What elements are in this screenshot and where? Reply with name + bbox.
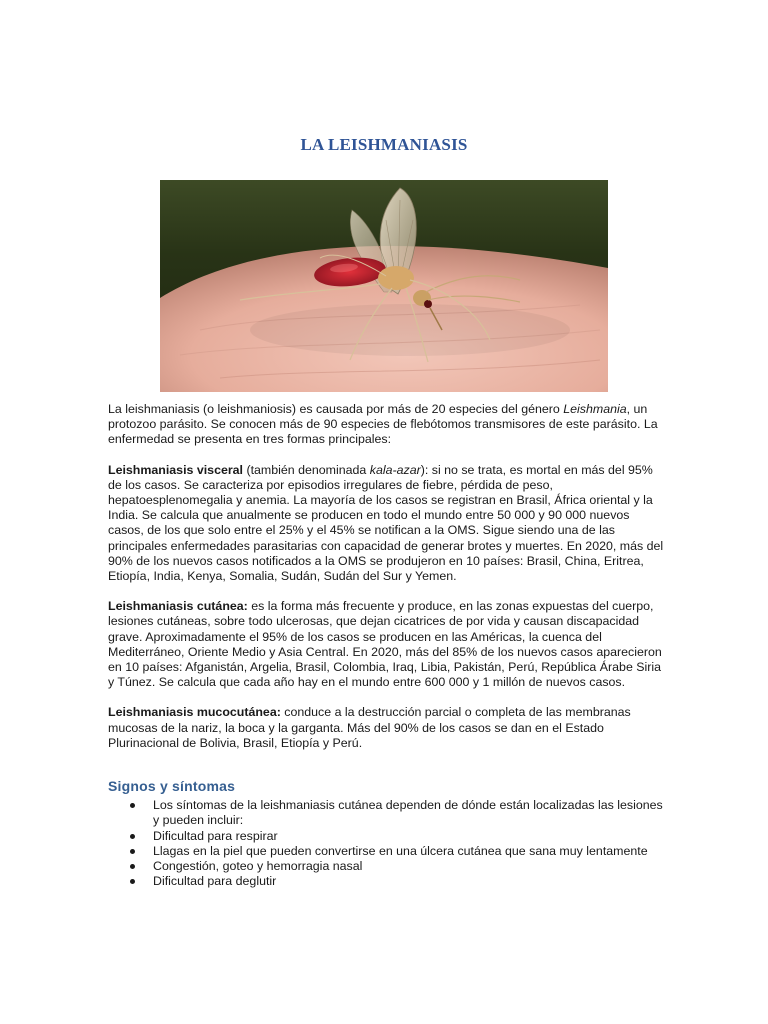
bullet-icon (130, 849, 135, 854)
mucocutanea-term: Leishmaniasis mucocutánea: (108, 705, 281, 720)
list-item: Los síntomas de la leishmaniasis cutánea dependen de dónde están localizadas las lesiones y pueden incluir: (108, 798, 668, 828)
list-item: Dificultad para respirar (108, 829, 668, 844)
cutanea-term: Leishmaniasis cutánea: (108, 599, 248, 614)
signos-heading: Signos y síntomas (108, 778, 236, 795)
list-item: Dificultad para deglutir (108, 874, 668, 889)
sand-fly-photo (160, 180, 608, 392)
page-title: LA LEISHMANIASIS (300, 135, 468, 155)
bullet-icon (130, 803, 135, 808)
symptom-list (108, 798, 668, 889)
intro-paragraph: La leishmaniasis (o leishmaniosis) es causada por más de 20 especies del género Leishmania, un protozoo parásito. Se conocen más de 90 especies de flebótomos transmisores de este parásito. La enfermedad se presenta en tres formas principales: (108, 402, 658, 447)
visceral-alias: kala-azar (369, 462, 421, 477)
mucocutanea-paragraph: Leishmaniasis mucocutánea: conduce a la destrucción parcial o completa de las membranas mucosas de la nariz, la boca y la garganta. Más del 90% de los casos se dan en el Estado Plurinacional de Bolivia, Brasil, Etiopía y Perú. (108, 705, 631, 750)
document-body (108, 402, 668, 889)
bullet-icon (130, 834, 135, 839)
visceral-term: Leishmaniasis visceral (108, 462, 244, 477)
list-item: Llagas en la piel que pueden convertirse en una úlcera cutánea que sana muy lentamente (108, 844, 668, 859)
visceral-paragraph: Leishmaniasis visceral (también denominada kala-azar): si no se trata, es mortal en más del 95% de los casos. Se caracteriza por episodios irregulares de fiebre, pérdida de peso, hepatoesplenomegalia y anemia. La mayoría de los casos se registran en Brasil, África oriental y la India. Se calcula que anualmente se producen en todo el mundo entre 50 000 y 90 000 nuevos casos, de los que solo entre el 25% y el 45% se notifican a la OMS. Sigue siendo una de las principales enfermedades parasitarias con capacidad de generar brotes y muertes. En 2020, más del 90% de los nuevos casos notificados a la OMS se produjeron en 10 países: Brasil, China, Eritrea, Etiopía, India, Kenya, Somalia, Sudán, Sudán del Sur y Yemen. (108, 462, 664, 584)
genus-name: Leishmania (563, 402, 627, 416)
list-item: Congestión, goteo y hemorragia nasal (108, 859, 668, 874)
cutanea-paragraph: Leishmaniasis cutánea: es la forma más frecuente y produce, en las zonas expuestas del cuerpo, lesiones cutáneas, sobre todo ulcerosas, que dejan cicatrices de por vida y causan discapacidad grave. Aproximadamente el 95% de los casos se producen en las Américas, la cuenca del Mediterráneo, Oriente Medio y Asia Central. En 2020, más del 85% de los nuevos casos aparecieron en 10 países: Afganistán, Argelia, Brasil, Colombia, Iraq, Libia, Pakistán, Perú, República Árabe Siria y Túnez. Se calcula que cada año hay en el mundo entre 600 000 y 1 millón de nuevos casos. (108, 599, 662, 690)
bullet-icon (130, 864, 135, 869)
bullet-icon (130, 879, 135, 884)
